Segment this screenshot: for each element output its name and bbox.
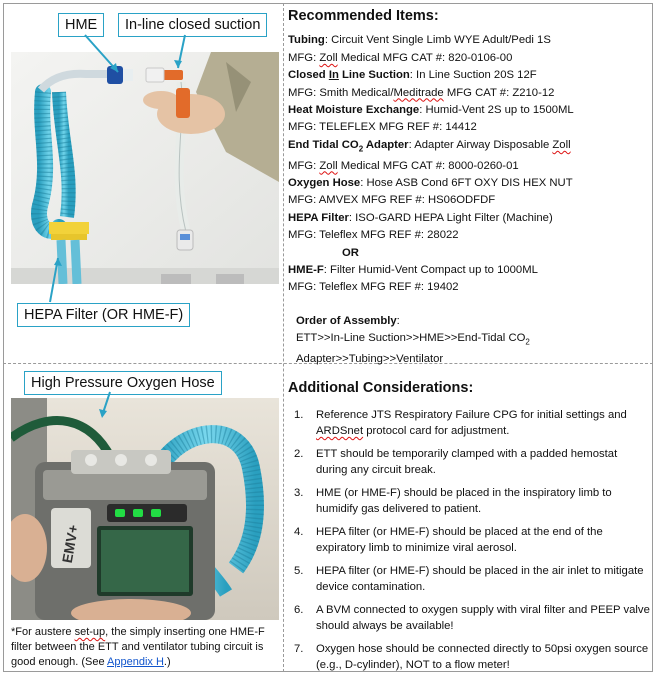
oxygen-line [288, 175, 648, 192]
oxygen-hose-callout-label: High Pressure Oxygen Hose [31, 375, 215, 391]
tubing-mfg-pre: MFG: [288, 51, 320, 64]
recommended-items [288, 8, 648, 368]
tubing-mfg-post: Medical MFG CAT #: 820-0106-00 [337, 51, 513, 64]
device-brand: EMV+ [58, 523, 82, 565]
suction-label-a: Closed [288, 69, 329, 82]
oxygen-value: : Hose ASB Cond 6FT OXY DIS HEX NUT [360, 176, 573, 189]
oxygen-label: Oxygen Hose [288, 176, 361, 189]
suction-value: : In Line Suction 20S 12F [409, 69, 537, 82]
item-number: 6. [294, 603, 304, 616]
hepa-label: HEPA Filter [288, 211, 349, 224]
suction-mfg-brand: Meditrade [393, 86, 444, 99]
considerations-list [288, 407, 650, 674]
co2-line [288, 137, 648, 158]
hepa-callout-label: HEPA Filter (OR HME-F) [24, 307, 184, 323]
oxygen-mfg: MFG: AMVEX MFG REF #: HS06ODFDF [288, 194, 496, 207]
additional-considerations [288, 380, 650, 680]
tubing-label: Tubing [288, 34, 325, 47]
item-text: A BVM connected to oxygen supply with viral filter and PEEP valve should always be available! [316, 603, 650, 632]
list-item [288, 446, 650, 479]
order-line1-text: ETT>>In-Line Suction>>HME>>End-Tidal CO [296, 332, 526, 345]
tubing-mfg [288, 50, 648, 67]
or-divider: OR [342, 246, 359, 259]
suction-mfg [288, 85, 648, 102]
tubing-value: : Circuit Vent Single Limb WYE Adult/Pedi 1S [324, 34, 551, 47]
order-of-assembly [288, 313, 648, 368]
hmef-label: HME-F [288, 263, 324, 276]
co2-label-sub: 2 [358, 144, 364, 154]
item-text: HEPA filter (or HME-F) should be placed in the air inlet to mitigate device contamination. [316, 564, 644, 593]
item-number: 5. [294, 564, 304, 577]
heat-label: Heat Moisture Exchange [288, 104, 420, 117]
co2-mfg-post: Medical MFG CAT #: 8000-0260-01 [337, 159, 519, 172]
hepa-line [288, 210, 648, 227]
order-title [296, 313, 648, 330]
hepa-value: : ISO-GARD HEPA Light Filter (Machine) [348, 211, 553, 224]
ventilator-photo [11, 398, 279, 620]
list-item [288, 641, 650, 674]
co2-label-a: End Tidal CO [288, 138, 359, 151]
list-item [288, 485, 650, 518]
tubing-mfg-brand: Zoll [319, 51, 338, 64]
heat-mfg: MFG: TELEFLEX MFG REF #: 14412 [288, 121, 477, 134]
hmef-mfg: MFG: Teleflex MFG REF #: 19402 [288, 281, 459, 294]
appendix-h-link[interactable]: Appendix H [107, 656, 164, 668]
suction-label-c: Line Suction [338, 69, 410, 82]
suction-mfg-post: MFG CAT #: Z210-12 [443, 86, 555, 99]
suction-mfg-pre: MFG: Smith Medical/ [288, 86, 394, 99]
item-text: ETT should be temporarily clamped with a padded hemostat during any circuit break. [316, 447, 618, 476]
recommended-title: Recommended Items: [288, 8, 439, 24]
item-number: 4. [294, 525, 304, 538]
list-item [288, 563, 650, 596]
order-line-2: Adapter>>Tubing>>Ventilator [296, 352, 444, 365]
co2-mfg-pre: MFG: [288, 159, 320, 172]
item-number: 1. [294, 408, 304, 421]
tubing-line [288, 32, 648, 49]
item-number: 3. [294, 486, 304, 499]
order-sub: 2 [525, 337, 530, 347]
suction-label-b: In [328, 69, 339, 82]
item-text: HEPA filter (or HME-F) should be placed at the end of the expiratory limb to minimize viral aerosol. [316, 525, 603, 554]
item-1-post: protocol card for adjustment. [363, 425, 510, 437]
hmef-line [288, 262, 648, 279]
item-number: 2. [294, 447, 304, 460]
co2-value-brand: Zoll [552, 138, 571, 151]
order-colon: : [396, 314, 400, 327]
additional-title: Additional Considerations: [288, 380, 474, 396]
order-label: Order of Assembly [296, 314, 397, 327]
co2-value-a: : Adapter Airway Disposable [408, 138, 553, 151]
hepa-mfg: MFG: Teleflex MFG REF #: 28022 [288, 229, 459, 242]
order-line-1 [296, 330, 648, 351]
note-pre: *For austere [11, 626, 75, 638]
heat-line [288, 102, 648, 119]
suction-line [288, 67, 648, 84]
item-number: 7. [294, 642, 304, 655]
co2-mfg [288, 158, 648, 175]
co2-mfg-brand: Zoll [319, 159, 338, 172]
callout-arrow-oxygen [0, 0, 290, 430]
item-1-pre: Reference JTS Respiratory Failure CPG for initial settings and [316, 408, 627, 421]
item-text: HME (or HME-F) should be placed in the inspiratory limb to humidify gas delivered to patient. [316, 486, 612, 515]
list-item [288, 407, 650, 440]
inline-suction-callout-label: In-line closed suction [125, 17, 261, 33]
note-mid: , the simply inserting one HME-F filter between the ETT and ventilator tubing circuit is good enough. (See [11, 626, 265, 668]
item-text: Oxygen hose should be connected directly to 50psi oxygen source (e.g., D-cylinder), NOT to a flow meter! [316, 642, 649, 671]
list-item [288, 602, 650, 635]
note-post: .) [163, 656, 171, 668]
austere-note [11, 625, 279, 670]
hmef-value: : Filter Humid-Vent Compact up to 1000ML [323, 263, 538, 276]
item-1-brand: ARDSnet [316, 425, 364, 437]
list-item [288, 524, 650, 557]
co2-label-b: Adapter [363, 138, 409, 151]
heat-value: : Humid-Vent 2S up to 1500ML [419, 104, 574, 117]
note-setup: set-up [74, 626, 106, 638]
hme-callout-label: HME [65, 17, 98, 33]
